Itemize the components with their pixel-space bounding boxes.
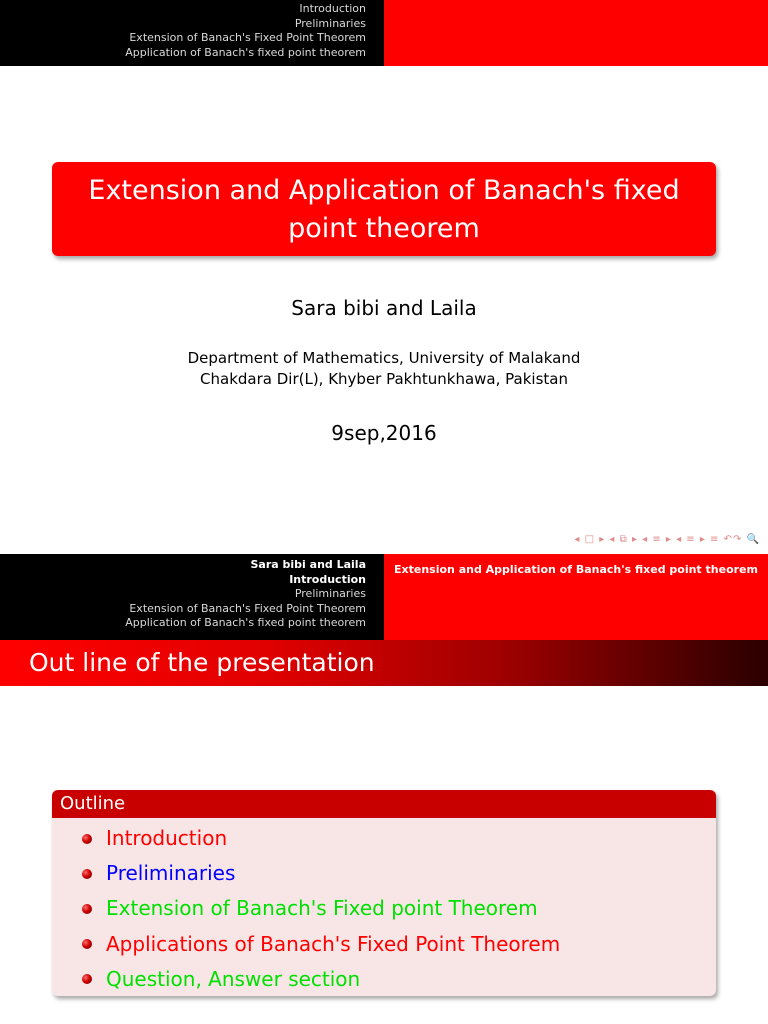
institute-line-2: Chakdara Dir(L), Khyber Pakhtunkhawa, Pakistan	[200, 370, 568, 388]
outline-block-title: Outline	[52, 790, 716, 818]
bullet-icon	[82, 834, 92, 844]
section-navigation	[0, 554, 384, 640]
section-navigation	[0, 0, 384, 66]
presentation-title: Extension and Application of Banach's fixed point theorem	[88, 175, 680, 244]
beamer-navigation-icons[interactable]: ◂ □ ▸ ◂ ⧉ ▸ ◂ ≡ ▸ ◂ ≡ ▸ ≡ ↶↷ 🔍	[574, 534, 760, 545]
author: Sara bibi and Laila	[291, 296, 477, 320]
outline-item-label: Applications of Banach's Fixed Point Theorem	[106, 931, 561, 956]
bullet-icon	[82, 904, 92, 914]
outline-item-label: Extension of Banach's Fixed point Theorem	[106, 896, 538, 921]
institute-line-1: Department of Mathematics, University of Malakand	[187, 349, 581, 367]
institute	[0, 348, 768, 390]
nav-section-application[interactable]: Application of Banach's fixed point theorem	[125, 616, 366, 629]
nav-section-preliminaries[interactable]: Preliminaries	[294, 16, 366, 30]
outline-slide	[0, 554, 768, 1024]
presentation-title-box	[52, 162, 716, 256]
outline-list	[52, 818, 716, 996]
outline-item[interactable]	[82, 891, 716, 926]
bullet-icon	[82, 869, 92, 879]
nav-section-extension[interactable]: Extension of Banach's Fixed Point Theorem	[129, 31, 366, 44]
bullet-icon	[82, 974, 92, 984]
outline-item-label: Introduction	[106, 826, 228, 850]
presentation-date: 9sep,2016	[331, 421, 437, 445]
nav-section-introduction[interactable]: Introduction	[299, 2, 366, 15]
outline-item[interactable]	[82, 962, 716, 996]
header-presentation-title: Extension and Application of Banach's fixed point theorem	[394, 563, 758, 576]
outline-item[interactable]	[82, 856, 716, 891]
outline-item[interactable]	[82, 821, 716, 856]
frame-title: Out line of the presentation	[0, 640, 768, 686]
nav-section-extension[interactable]: Extension of Banach's Fixed Point Theorem	[129, 601, 366, 615]
header-bar	[0, 0, 768, 66]
nav-section-application[interactable]: Application of Banach's fixed point theorem	[125, 45, 366, 59]
header-accent	[384, 554, 768, 640]
nav-section-preliminaries[interactable]: Preliminaries	[294, 587, 366, 600]
outline-item-label: Question, Answer section	[106, 966, 361, 991]
header-bar	[0, 554, 768, 640]
bullet-icon	[82, 939, 92, 949]
outline-item[interactable]	[82, 927, 716, 962]
outline-item-label: Preliminaries	[106, 861, 236, 886]
header-accent	[384, 0, 768, 66]
outline-block	[52, 790, 716, 996]
nav-section-introduction[interactable]: Introduction	[289, 572, 366, 586]
header-author: Sara bibi and Laila	[250, 558, 366, 571]
